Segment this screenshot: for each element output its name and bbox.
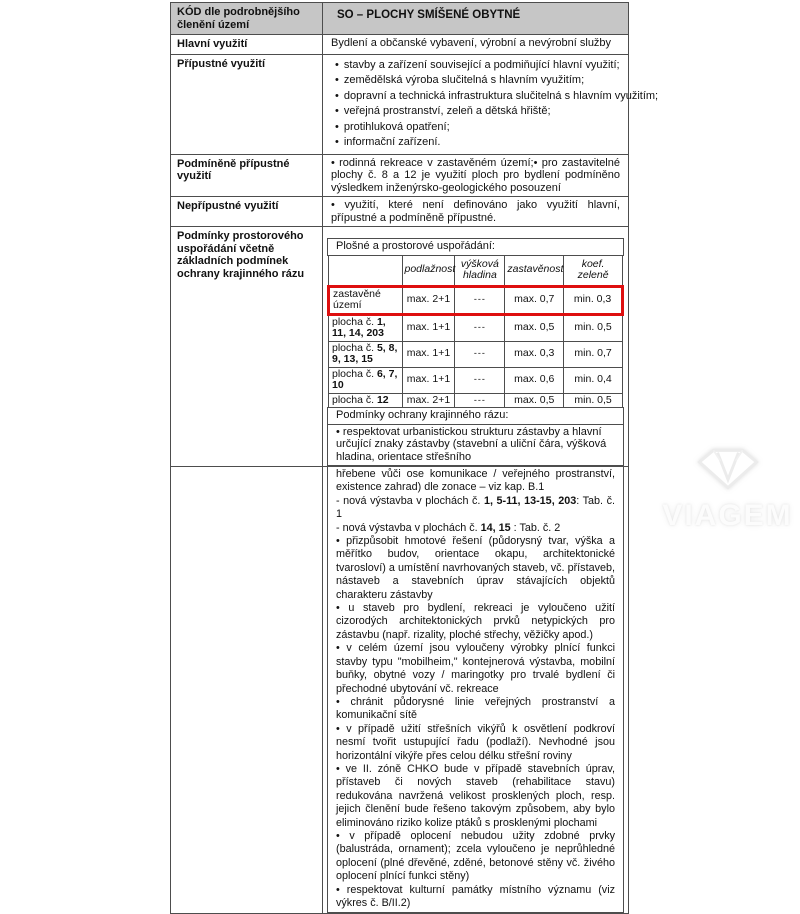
cell-zastavenost: max. 0,5 <box>505 393 564 408</box>
row-label: plocha č. 1, 11, 14, 203 <box>329 314 403 341</box>
bullet-icon: • <box>335 105 339 117</box>
so-header-value: SO – PLOCHY SMÍŠENÉ OBYTNÉ <box>323 3 629 35</box>
pripustne-vyuziti-list <box>323 54 659 154</box>
table-row <box>329 314 623 341</box>
paragraph: • v případě oplocení nebudou užity zdobné prvky (balustráda, ornament); zcela vyloučeno je neprůhledné oplocení (plné dřevěné, zděné, betonové stěny vč. živého oplocení plnící funkci stěny) <box>336 829 615 883</box>
paragraph: - nová výstavba v plochách č. 1, 5-11, 13-15, 203: Tab. č. 1 <box>336 494 615 521</box>
podminky-content-cell <box>323 227 629 467</box>
paragraph: • respektovat kulturní památky místního významu (viz výkres č. B/II.2) <box>336 883 615 909</box>
empty-left-cell <box>171 467 323 914</box>
cell-zastavenost: max. 0,3 <box>505 341 564 367</box>
col-header-koef-zelene: koef. zeleně <box>564 255 623 286</box>
hlavni-vyuziti-label: Hlavní využití <box>171 35 323 55</box>
ochrana-krajinneho-razu-title: Podmínky ochrany krajinného rázu: <box>327 407 624 425</box>
list-item: • stavby a zařízení související a podmiňující hlavní využití; <box>335 58 620 71</box>
nepripustne-row <box>171 197 629 227</box>
parameters-header-row <box>329 255 623 286</box>
cell-vyskova: --- <box>455 286 505 314</box>
row-label: zastavěné území <box>329 286 403 314</box>
row-label: plocha č. 5, 8, 9, 13, 15 <box>329 341 403 367</box>
cell-podlaznost: max. 1+1 <box>402 367 455 393</box>
cell-vyskova: --- <box>455 367 505 393</box>
cell-podlaznost: max. 2+1 <box>402 393 455 408</box>
nepripustne-label: Nepřípustné využití <box>171 197 323 227</box>
list-item: • informační zařízení. <box>335 136 441 148</box>
cell-koef: min. 0,4 <box>564 367 623 393</box>
paragraph: • přizpůsobit hmotové řešení (půdorysný tvar, výška a měřítko budov, orientace okapu, architektonické tvarosloví) a umístění navrhovaných staveb, vč. přístaveb, nástaveb a stavebních úprav stávajících objektů charakteru zástavby <box>336 535 615 601</box>
podminene-pripustne-value: • rodinná rekreace v zastavěném území;• pro zastavitelné plochy č. 8 a 12 je využití ploch pro bydlení podmíněno výsledkem inženýrsko-geologického posouzení <box>323 154 629 197</box>
cell-podlaznost: max. 1+1 <box>402 314 455 341</box>
cell-vyskova: --- <box>455 393 505 408</box>
table-row <box>329 393 623 408</box>
paragraph: - nová výstavba v plochách č. 14, 15 : Tab. č. 2 <box>336 521 561 534</box>
pripustne-vyuziti-label: Přípustné využití <box>171 54 323 154</box>
row-label: plocha č. 12 <box>329 393 403 408</box>
cell-zastavenost: max. 0,6 <box>505 367 564 393</box>
cell-koef: min. 0,7 <box>564 341 623 367</box>
continuation-cell <box>323 467 629 914</box>
nepripustne-value: • využití, které není definováno jako využití hlavní, přípustné a podmíněně přípustné. <box>323 197 629 227</box>
zoning-table <box>170 2 659 914</box>
plocha-rows <box>329 314 623 408</box>
podminky-prostoroveho-row <box>171 227 629 467</box>
paragraph: • u staveb pro bydlení, rekreaci je vyloučeno užití cizorodých architektonických prvků netypických pro zástavbu (např. rizality, ploché střechy, věžičky apod.) <box>336 602 615 641</box>
bullet-icon: • <box>335 89 339 102</box>
parameters-table <box>327 255 624 409</box>
table-row <box>329 341 623 367</box>
cell-koef: min. 0,3 <box>564 286 623 314</box>
bullet-icon: • <box>335 74 339 86</box>
cell-koef: min. 0,5 <box>564 314 623 341</box>
paragraph: • v případě užití střešních vikýřů k osvětlení podkroví nesmí tvořit ustupující řadu (podlaží). Nevhodné jsou horizontální vikýře přes celou délku střešní roviny <box>336 722 615 762</box>
paragraph: • v celém území jsou vyloučeny výrobky plnící funkci stavby typu "mobilheim," kontejnerová výstavba, mobilní buňky, obytné vozy / maringotky pro trvalé bydlení či přechodné ubytování vč. rekreace <box>336 642 615 695</box>
table-row <box>329 367 623 393</box>
cell-koef: min. 0,5 <box>564 393 623 408</box>
col-header-vyskova-hladina: výšková hladina <box>455 255 505 286</box>
col-header-podlaznost: podlažnost <box>402 255 455 286</box>
bullet-icon: • <box>335 58 339 71</box>
empty-header-cell <box>329 255 403 286</box>
highlighted-row-zastavene-uzemi <box>329 286 623 314</box>
hlavni-vyuziti-row <box>171 35 629 55</box>
list-item: • veřejná prostranství, zeleň a dětská hřiště; <box>335 105 551 117</box>
ochrana-first-paragraph: • respektovat urbanistickou strukturu zástavby a hlavní určující znaky zástavby (stavební a uliční čára, výšková hladina, orientace střešního <box>327 424 624 467</box>
continuation-text-box <box>327 467 624 913</box>
cell-vyskova: --- <box>455 341 505 367</box>
plosne-usporadani-title: Plošné a prostorové uspořádání: <box>327 238 624 256</box>
list-item: • dopravní a technická infrastruktura slučitelná s hlavním využitím; <box>335 89 659 102</box>
table-header-row <box>171 3 629 35</box>
diamond-icon <box>696 441 760 497</box>
cell-zastavenost: max. 0,7 <box>505 286 564 314</box>
paragraph: • ve II. zóně CHKO bude v případě stavebních úprav, přístaveb či nových staveb (rehabilitace stavu) redukována navržená velikost prosklených ploch, resp. jejich členění bude řešeno takovým způsobem, aby bylo eliminováno riziko kolize ptáků s prosklenými plochami <box>336 762 615 829</box>
list-item: • protihluková opatření; <box>335 120 450 133</box>
cell-podlaznost: max. 1+1 <box>402 341 455 367</box>
kod-header-label: KÓD dle podrobnějšího členění území <box>171 3 323 35</box>
cell-vyskova: --- <box>455 314 505 341</box>
paragraph: hřebene vůči ose komunikace / veřejného prostranství, existence zahrad) dle zonace – viz kap. B.1 <box>336 468 615 494</box>
hlavni-vyuziti-value: Bydlení a občanské vybavení, výrobní a nevýrobní služby <box>323 35 629 55</box>
bullet-icon: • <box>335 136 339 148</box>
cell-podlaznost: max. 2+1 <box>402 286 455 314</box>
watermark-text: VIAGEM <box>662 499 793 532</box>
paragraph: • chránit půdorysné linie veřejných prostranství a komunikační sítě <box>336 695 615 722</box>
bullet-icon: • <box>335 120 339 133</box>
continuation-row <box>171 467 629 914</box>
podminene-pripustne-row <box>171 154 629 197</box>
col-header-zastavenost: zastavěnost <box>505 255 564 286</box>
pripustne-vyuziti-row <box>171 54 629 154</box>
podminene-pripustne-label: Podmíněně přípustné využití <box>171 154 323 197</box>
list-item: • zemědělská výroba slučitelná s hlavním využitím; <box>335 74 585 86</box>
cell-zastavenost: max. 0,5 <box>505 314 564 341</box>
podminky-label: Podmínky prostorového uspořádání včetně základních podmínek ochrany krajinného rázu <box>171 227 323 467</box>
viagem-watermark <box>645 441 800 533</box>
row-label: plocha č. 6, 7, 10 <box>329 367 403 393</box>
